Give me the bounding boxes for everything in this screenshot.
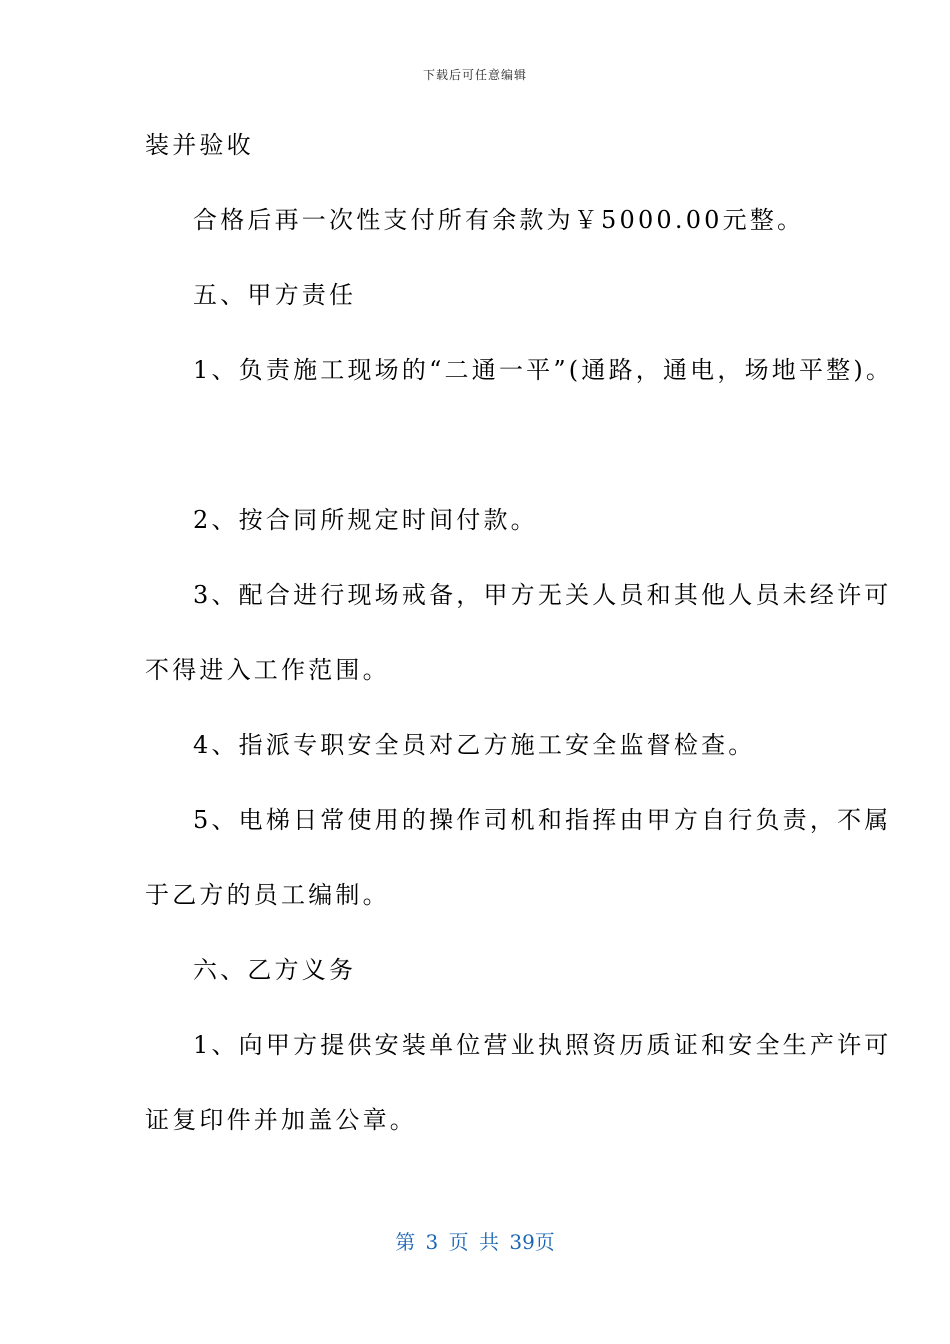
page-header-note: 下载后可任意编辑	[422, 68, 527, 82]
section-heading-6: 六、乙方义务	[193, 956, 357, 984]
body-line-2: 合格后再一次性支付所有余款为￥5000.00元整。	[193, 206, 805, 234]
body-line-4: 1、负责施工现场的“二通一平”(通路，通电，场地平整)。	[193, 356, 894, 384]
body-line-9: 5、电梯日常使用的操作司机和指挥由甲方自行负责，不属	[193, 806, 892, 834]
body-line-8: 4、指派专职安全员对乙方施工安全监督检查。	[193, 731, 756, 759]
body-line-10: 于乙方的员工编制。	[145, 881, 390, 909]
body-line-5: 2、按合同所规定时间付款。	[193, 506, 538, 534]
body-line-13: 证复印件并加盖公章。	[145, 1106, 417, 1134]
page-number-footer: 第 3 页 共 39页	[395, 1230, 555, 1254]
body-line-6: 3、配合进行现场戒备，甲方无关人员和其他人员未经许可	[193, 581, 892, 609]
body-line-1: 装并验收	[145, 131, 254, 159]
body-line-12: 1、向甲方提供安装单位营业执照资历质证和安全生产许可	[193, 1031, 892, 1059]
section-heading-5: 五、甲方责任	[193, 281, 357, 309]
body-line-7: 不得进入工作范围。	[145, 656, 390, 684]
